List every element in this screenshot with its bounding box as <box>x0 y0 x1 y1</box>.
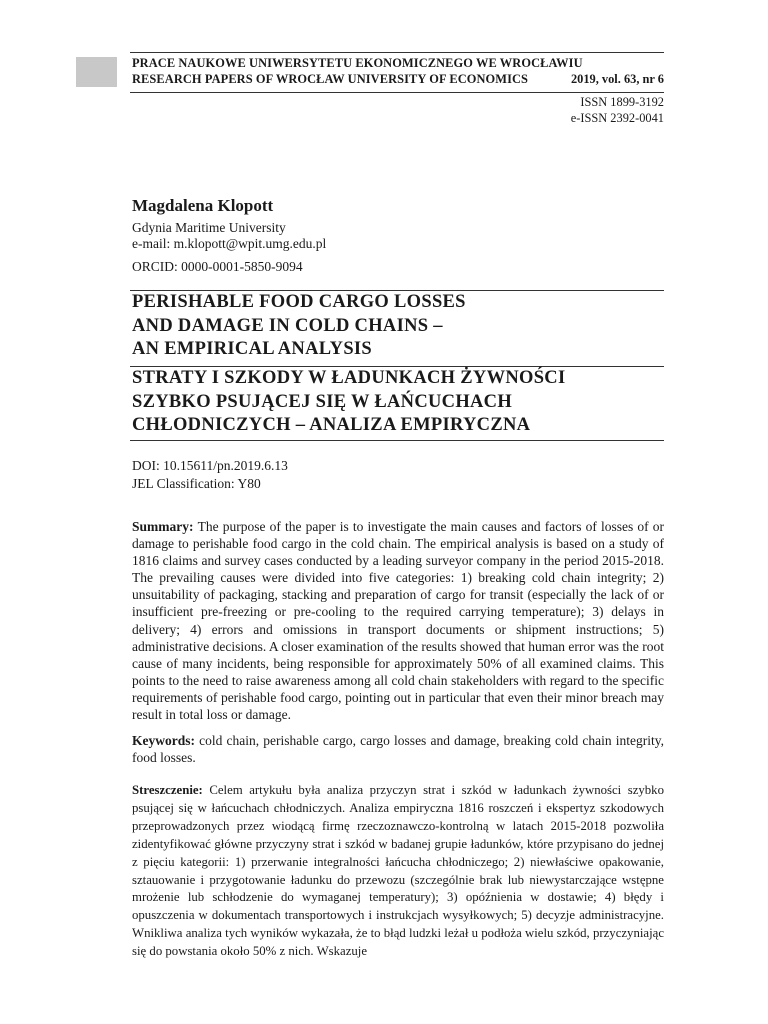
streszczenie-text: Celem artykułu była analiza przyczyn strat i szkód w ładunkach żywności szybko psującej się w łańcuchach chłodniczych. Analiza empiryczna 1816 roszczeń i ekspertyz szkodowych przeprowadzonych przez wiodącą firmę rzeczoznawczo-kontrolną w latach 2015-2018 pozwoliła zidentyfikować główne przyczyny strat i szkód w badanej grupie ładunków, które przypisano do jednej z pięciu kategorii: 1) przerwanie integralności łańcucha chłodniczego; 2) niewłaściwe opakowanie, sztauowanie i przygotowanie ładunku do przewozu (szczególnie brak lub niewystarczające wstępne mrożenie lub schłodzenie do wymaganej temperatury); 3) opóźnienia w dostawie; 4) błędy i opuszczenia w dokumentach transportowych i instrukcjach wysyłkowych; 5) decyzje administracyjne. Wnikliwa analiza tych wyników wykazała, że to błąd ludzki leżał u podłoża wielu szkód, przyczyniając się do powstania około 50% z nich. Wskazuje <box>132 783 664 959</box>
title-rule-bottom <box>130 440 664 441</box>
eissn: e-ISSN 2392-0041 <box>570 110 664 125</box>
doi-block <box>132 457 288 493</box>
issn-block <box>571 95 664 126</box>
jel-classification: JEL Classification: Y80 <box>132 476 261 491</box>
title-pl-line: CHŁODNICZYCH – ANALIZA EMPIRYCZNA <box>132 415 531 435</box>
issn: ISSN 1899-3192 <box>580 95 664 109</box>
title-pl-line: SZYBKO PSUJĄCEJ SIĘ W ŁAŃCUCHACH <box>132 391 513 412</box>
keywords-text: cold chain, perishable cargo, cargo losses and damage, breaking cold chain integrity, food losses. <box>132 733 664 766</box>
title-english <box>132 291 466 362</box>
author-affiliation: Gdynia Maritime University <box>132 220 286 235</box>
keywords-label: Keywords: <box>132 733 200 748</box>
summary-label: Summary: <box>132 519 198 534</box>
header-bottom-rule <box>130 92 664 93</box>
title-en-line: AND DAMAGE IN COLD CHAINS – <box>132 315 443 336</box>
title-en-line: AN EMPIRICAL ANALYSIS <box>132 339 373 359</box>
author-affiliation-block <box>132 220 326 252</box>
keywords-paragraph <box>132 732 664 766</box>
title-polish <box>132 367 565 438</box>
streszczenie-label: Streszczenie: <box>132 783 210 797</box>
journal-name-en: RESEARCH PAPERS OF WROCŁAW UNIVERSITY OF ECONOMICS <box>132 72 529 86</box>
author-orcid: ORCID: 0000-0001-5850-9094 <box>132 259 303 274</box>
title-pl-line: STRATY I SZKODY W ŁADUNKACH ŻYWNOŚCI <box>132 368 566 388</box>
author-name: Magdalena Klopott <box>132 196 274 215</box>
header-gray-box <box>76 57 117 87</box>
author-email[interactable]: e-mail: m.klopott@wpit.umg.edu.pl <box>132 236 327 251</box>
doi[interactable]: DOI: 10.15611/pn.2019.6.13 <box>132 458 288 473</box>
journal-name-pl: PRACE NAUKOWE UNIWERSYTETU EKONOMICZNEGO WE WROCŁAWIU <box>132 56 583 70</box>
journal-volume: 2019, vol. 63, nr 6 <box>570 72 664 86</box>
summary-paragraph <box>132 518 664 723</box>
header-top-rule <box>130 52 664 53</box>
summary-text: The purpose of the paper is to investigate the main causes and factors of losses of or damage to perishable food cargo in the cold chain. The empirical analysis is based on a study of 1816 claims and survey cases conducted by a leading surveyor company in the period 2015-2018. The prevailing causes were divided into five categories: 1) breaking cold chain integrity; 2) unsuitability of packaging, stacking and preparation of cargo for transit (especially the lack of or insufficient pre-freezing or pre-cooling to the required carrying temperature); 3) delays in delivery; 4) errors and omissions in transport documents or shipment instructions; 5) administrative decisions. A closer examination of the results showed that human error was the root cause of many incidents, being responsible for approximately 50% of all examined claims. This points to the need to raise awareness among all cold chain stakeholders with regard to the specific requirements of perishable food cargo, pointing out in particular that even their minor breach may result in total loss or damage. <box>132 519 664 723</box>
streszczenie-paragraph <box>132 782 664 961</box>
title-en-line: PERISHABLE FOOD CARGO LOSSES <box>132 292 466 312</box>
